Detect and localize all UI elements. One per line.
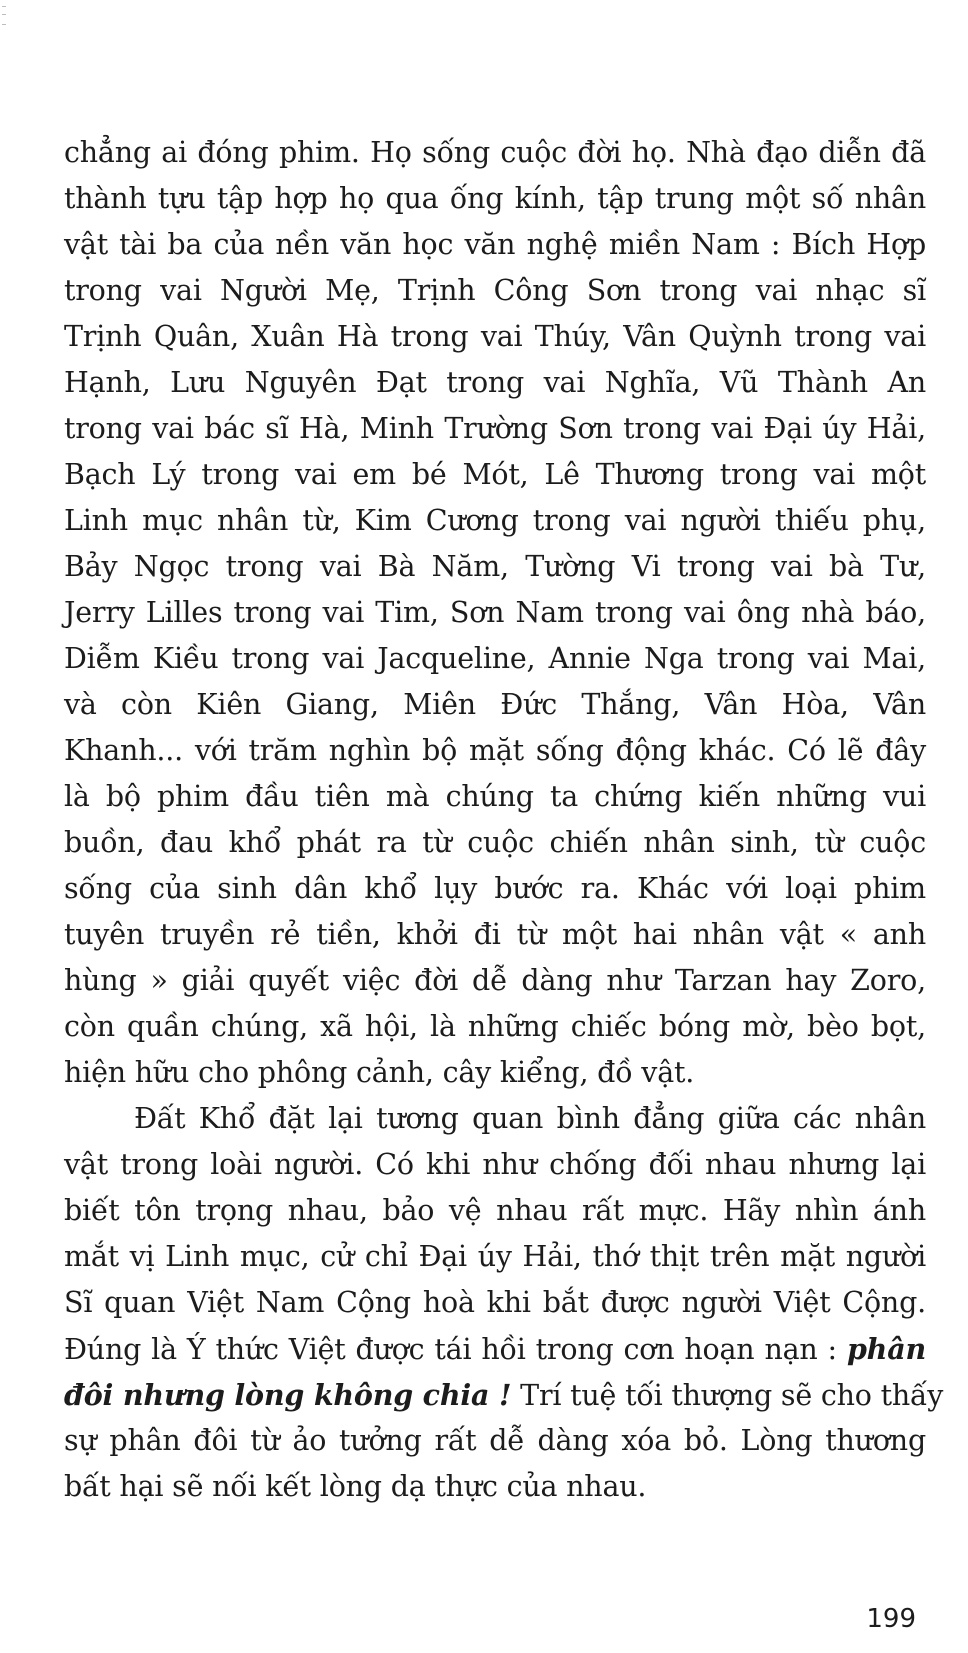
text-run: Đúng là Ý thức Việt được tái hồi trong cơn hoạn nạn : — [64, 1333, 847, 1366]
text-line: buồn, đau khổ phát ra từ cuộc chiến nhân sinh, từ cuộc — [64, 826, 926, 859]
text-run: Trí tuệ tối thượng sẽ cho thấy — [511, 1379, 944, 1412]
scan-artifact — [2, 14, 6, 15]
text-line: là bộ phim đầu tiên mà chúng ta chứng kiến những vui — [64, 780, 926, 813]
emphasis-text: đôi nhưng lòng không chia ! — [64, 1378, 512, 1412]
text-line: sự phân đôi từ ảo tưởng rất dễ dàng xóa bỏ. Lòng thương — [64, 1424, 926, 1457]
text-line: biết tôn trọng nhau, bảo vệ nhau rất mực. Hãy nhìn ánh — [64, 1194, 926, 1227]
text-line: còn quần chúng, xã hội, là những chiếc bóng mờ, bèo bọt, — [64, 1010, 926, 1043]
text-line: trong vai Người Mẹ, Trịnh Công Sơn trong vai nhạc sĩ — [64, 274, 926, 307]
text-line: Bảy Ngọc trong vai Bà Năm, Tường Vi trong vai bà Tư, — [64, 550, 926, 583]
text-line: và còn Kiên Giang, Miên Đức Thắng, Vân Hòa, Vân — [64, 688, 926, 721]
scan-artifact — [2, 24, 6, 25]
text-line: Jerry Lilles trong vai Tim, Sơn Nam trong vai ông nhà báo, — [64, 596, 926, 629]
text-line: hùng » giải quyết việc đời dễ dàng như Tarzan hay Zoro, — [64, 964, 926, 997]
text-line: Linh mục nhân từ, Kim Cương trong vai người thiếu phụ, — [64, 504, 926, 537]
text-line: bất hại sẽ nối kết lòng dạ thực của nhau. — [64, 1470, 647, 1503]
text-line: sống của sinh dân khổ lụy bước ra. Khác với loại phim — [64, 872, 926, 905]
text-line: thành tựu tập hợp họ qua ống kính, tập trung một số nhân — [64, 182, 926, 215]
text-line: Bạch Lý trong vai em bé Mót, Lê Thương trong vai một — [64, 458, 926, 491]
text-line: Đất Khổ đặt lại tương quan bình đẳng giữa các nhân — [134, 1102, 926, 1135]
text-line: vật tài ba của nền văn học văn nghệ miền Nam : Bích Hợp — [64, 228, 926, 261]
text-line: tuyên truyền rẻ tiền, khởi đi từ một hai nhân vật « anh — [64, 918, 926, 951]
text-line: Diễm Kiều trong vai Jacqueline, Annie Nga trong vai Mai, — [64, 642, 926, 675]
text-line: Khanh... với trăm nghìn bộ mặt sống động khác. Có lẽ đây — [64, 734, 926, 767]
text-line: trong vai bác sĩ Hà, Minh Trường Sơn trong vai Đại úy Hải, — [64, 412, 926, 445]
text-line: mắt vị Linh mục, cử chỉ Đại úy Hải, thớ thịt trên mặt người — [64, 1240, 926, 1273]
text-line: Hạnh, Lưu Nguyên Đạt trong vai Nghĩa, Vũ Thành An — [64, 366, 926, 399]
text-line: Sĩ quan Việt Nam Cộng hoà khi bắt được người Việt Cộng. — [64, 1286, 926, 1319]
emphasis-text: phân — [846, 1332, 926, 1366]
page-number: 199 — [866, 1604, 916, 1634]
scan-artifact — [2, 6, 6, 7]
text-line: hiện hữu cho phông cảnh, cây kiểng, đồ vật. — [64, 1056, 695, 1089]
text-line: Trịnh Quân, Xuân Hà trong vai Thúy, Vân Quỳnh trong vai — [64, 320, 926, 353]
text-line: chẳng ai đóng phim. Họ sống cuộc đời họ. Nhà đạo diễn đã — [64, 136, 926, 169]
text-line: vật trong loài người. Có khi như chống đối nhau nhưng lại — [64, 1148, 926, 1181]
paragraph-2 — [64, 1096, 944, 1510]
text-line-with-emphasis — [64, 1372, 944, 1418]
paragraph-1 — [64, 130, 926, 1096]
text-line-with-emphasis — [64, 1326, 926, 1372]
